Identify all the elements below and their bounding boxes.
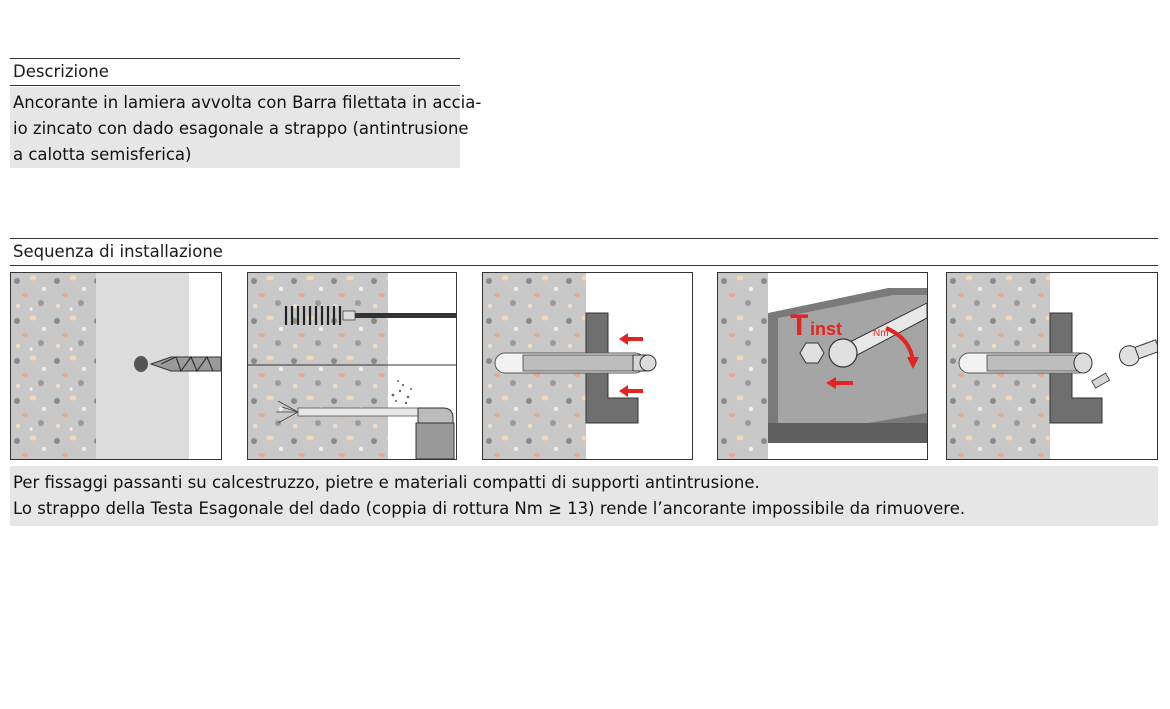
nut-breakoff-icon: [947, 273, 1157, 459]
note-line: Per fissaggi passanti su calcestruzzo, pietre e materiali compatti di supporti antintrusione.: [13, 473, 760, 492]
step-2-cleaning: [247, 272, 457, 460]
step-5-breakoff: [946, 272, 1158, 460]
note-line: Lo strappo della Testa Esagonale del dado (coppia di rottura Nm ≥ 13) rende l’ancorante impossibile da rimuovere.: [13, 499, 966, 518]
step-4-torque: [717, 272, 928, 460]
description-line: a calotta semisferica): [13, 145, 192, 164]
installation-sequence-title: Sequenza di installazione: [10, 238, 1158, 266]
description-text: [10, 87, 482, 168]
cleaning-brush-and-blower-icon: [248, 273, 456, 459]
description-line: io zincato con dado esagonale a strappo (antintrusione: [13, 119, 469, 138]
drill-bit-icon: [11, 273, 221, 459]
torque-wrench-icon: [718, 273, 927, 459]
anchor-insertion-icon: [483, 273, 692, 459]
description-title: Descrizione: [10, 58, 460, 86]
step-3-insertion: [482, 272, 693, 460]
usage-note: [10, 466, 1158, 526]
torque-subscript: inst: [810, 319, 843, 339]
torque-unit-label: Nm: [873, 328, 889, 339]
torque-symbol: T: [790, 309, 809, 342]
step-1-drilling: [10, 272, 222, 460]
description-line: Ancorante in lamiera avvolta con Barra filettata in accia-: [13, 93, 482, 112]
